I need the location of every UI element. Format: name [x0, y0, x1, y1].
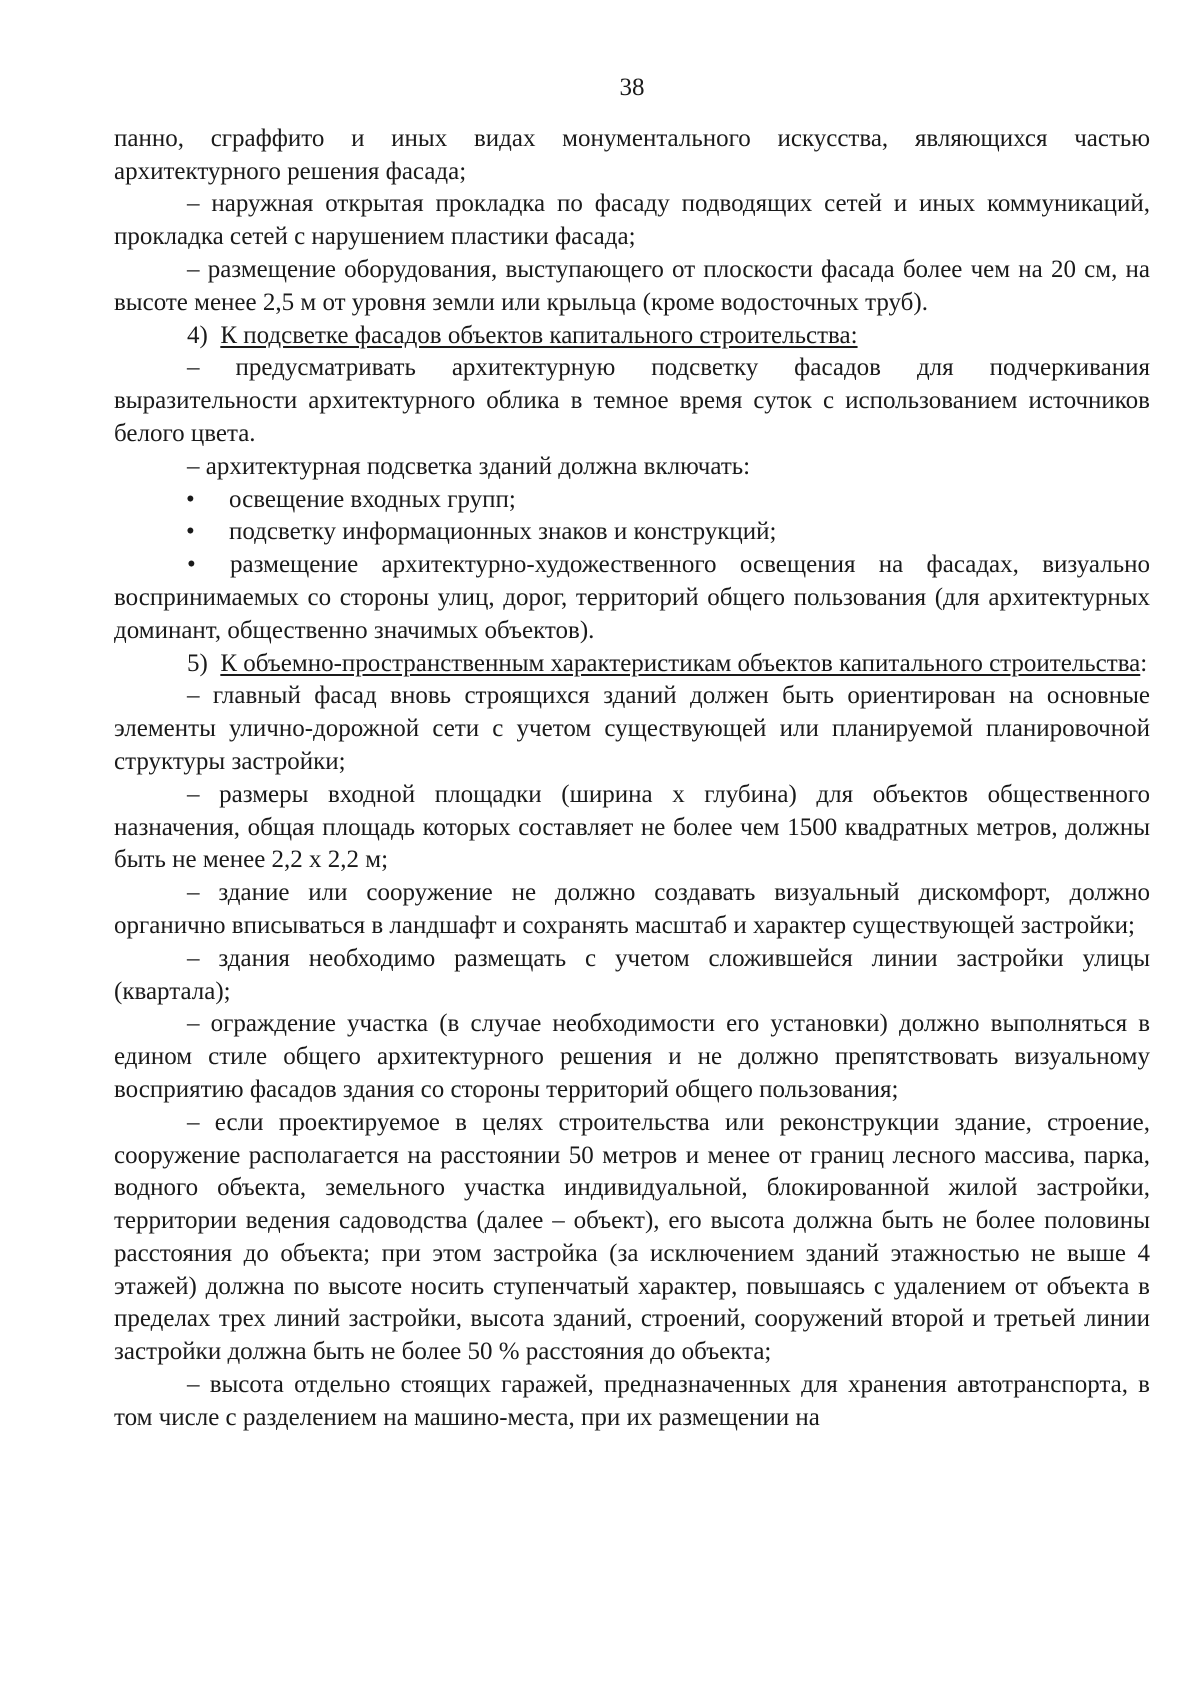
paragraph: – наружная открытая прокладка по фасаду подводящих сетей и иных коммуникаций, прокладка сетей с нарушением пластики фасада; — [114, 190, 1150, 251]
paragraph: – размещение оборудования, выступающего от плоскости фасада более чем на 20 см, на высоте менее 2,5 м от уровня земли или крыльца (кроме водосточных труб). — [114, 255, 1150, 316]
paragraph: – размеры входной площадки (ширина х глубина) для объектов общественного назначения, общая площадь которых составляет не более чем 1500 квадратных метров, должны быть не менее 2,2 х 2,2 м; — [114, 780, 1150, 874]
bullet-text: освещение входных групп; — [229, 485, 516, 513]
bullet-item — [114, 549, 1150, 647]
section-title: К подсветке фасадов объектов капитального строительства: — [220, 321, 858, 349]
section-number: 4) — [187, 321, 208, 349]
bullet-icon: • — [186, 518, 195, 546]
section-heading-4 — [114, 320, 1150, 353]
bullet-icon: • — [186, 485, 195, 513]
paragraph: панно, сграффито и иных видах монументального искусства, являющихся частью архитектурного решения фасада; — [114, 124, 1150, 185]
paragraph: – архитектурная подсветка зданий должна включать: — [187, 452, 751, 480]
bullet-item — [114, 484, 1150, 517]
bullet-item — [114, 516, 1150, 549]
paragraph: – здания необходимо размещать с учетом сложившейся линии застройки улицы (квартала); — [114, 944, 1150, 1005]
paragraph: – предусматривать архитектурную подсветку фасадов для подчеркивания выразительности архитектурного облика в темное время суток с использованием источников белого цвета. — [114, 354, 1150, 447]
paragraph: – если проектируемое в целях строительства или реконструкции здание, строение, сооружение располагается на расстоянии 50 метров и менее от границ лесного массива, парка, водного объекта, земельного участка индивидуальной, блокированной жилой застройки, территории ведения садоводства (далее – объект), его высота должна быть не более половины расстояния до объекта; при этом застройка (за исключением зданий этажностью не выше 4 этажей) должна по высоте носить ступенчатый характер, повышаясь с удалением от объекта в пределах трех линий застройки, высота зданий, строений, сооружений второй и третьей линии застройки должна быть не более 50 % расстояния до объекта; — [114, 1108, 1150, 1366]
section-title: К объемно-пространственным характеристикам объектов капитального строительства — [220, 649, 1141, 677]
bullet-text: размещение архитектурно-художественного освещения на фасадах, визуально воспринимаемых со стороны улиц, дорог, территорий общего пользования (для архитектурных доминант, общественно значимых объектов). — [114, 551, 1150, 644]
section-title-colon: : — [1140, 649, 1148, 677]
section-heading-5 — [114, 648, 1150, 681]
paragraph: – ограждение участка (в случае необходимости его установки) должно выполняться в едином стиле общего архитектурного решения и не должно препятствовать визуальному восприятию фасадов здания со стороны территорий общего пользования; — [114, 1010, 1150, 1103]
bullet-text: подсветку информационных знаков и конструкций; — [229, 518, 777, 546]
paragraph: – главный фасад вновь строящихся зданий должен быть ориентирован на основные элементы улично-дорожной сети с учетом существующей или планируемой планировочной структуры застройки; — [114, 682, 1150, 775]
section-number: 5) — [187, 649, 208, 677]
page-number: 38 — [619, 74, 645, 101]
paragraph: – высота отдельно стоящих гаражей, предназначенных для хранения автотранспорта, в том числе с разделением на машино-места, при их размещении на — [114, 1371, 1150, 1431]
bullet-icon: • — [187, 551, 196, 579]
paragraph: – здание или сооружение не должно создавать визуальный дискомфорт, должно органично вписываться в ландшафт и сохранять масштаб и характер существующей застройки; — [114, 879, 1150, 939]
